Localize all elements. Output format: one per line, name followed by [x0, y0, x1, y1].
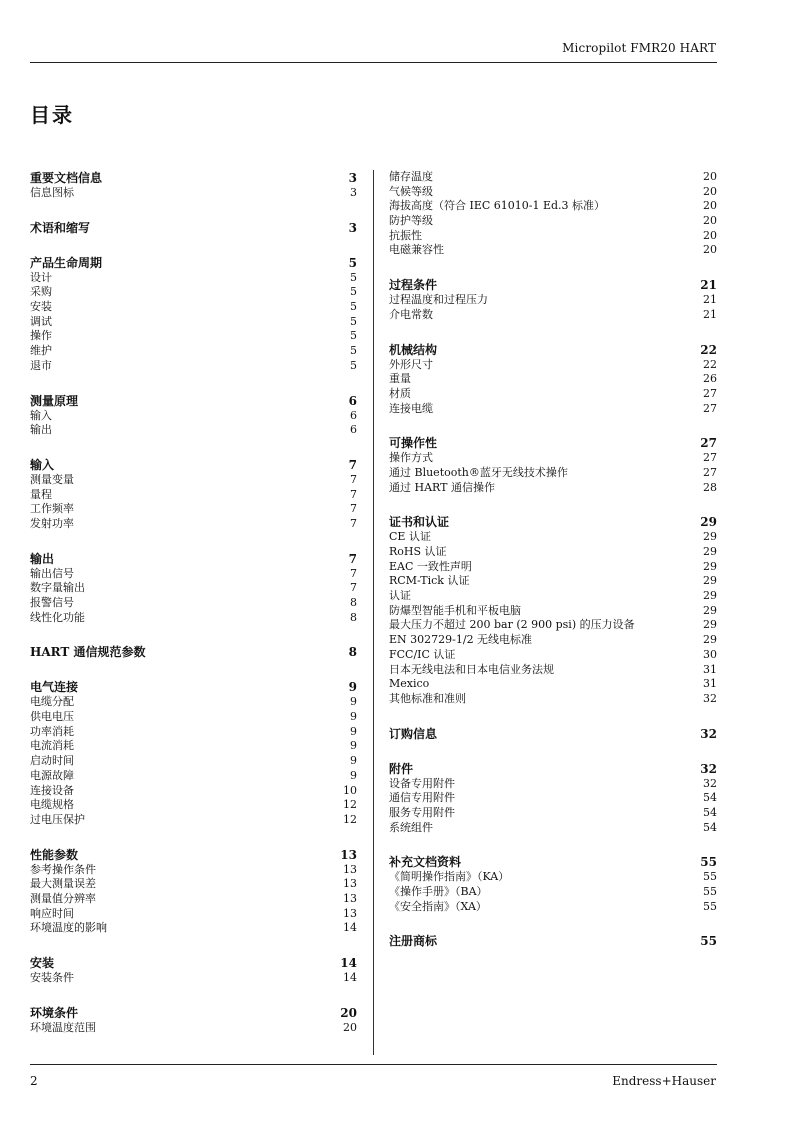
toc-section-entry[interactable]	[389, 726, 717, 742]
toc-entry-page: 29	[703, 589, 717, 603]
toc-entry-title: 通信专用附件	[389, 791, 455, 805]
toc-entry-page: 6	[350, 408, 357, 422]
toc-entry-title: 附件	[389, 761, 414, 776]
toc-entry-title: 测量原理	[30, 393, 79, 408]
toc-entry-page: 29	[703, 603, 717, 617]
toc-section-entry[interactable]	[30, 644, 357, 660]
toc-entry-page: 29	[703, 545, 717, 558]
toc-entry-page: 8	[348, 645, 357, 660]
toc-entry-page: 6	[350, 423, 357, 437]
toc-entry-page: 31	[703, 662, 717, 676]
toc-entry-title: 气候等级	[389, 184, 433, 198]
toc-item-entry[interactable]	[30, 971, 357, 986]
toc-item-entry[interactable]	[389, 358, 717, 373]
toc-entry-title: 连接设备	[30, 783, 74, 797]
toc-section-entry[interactable]	[30, 955, 357, 971]
toc-entry-page: 20	[703, 243, 717, 257]
toc-entry-title: 安装条件	[30, 971, 74, 984]
toc-entry-title: 测量变量	[30, 472, 74, 486]
toc-entry-title: 通过 Bluetooth®蓝牙无线技术操作	[389, 465, 568, 479]
toc-entry-page: 9	[350, 739, 357, 753]
toc-entry-page: 55	[703, 899, 717, 913]
toc-section	[389, 435, 717, 495]
toc-section	[30, 220, 357, 236]
toc-section-entry[interactable]	[30, 847, 357, 863]
toc-entry-page: 32	[703, 776, 717, 790]
toc-left-column	[30, 170, 357, 1054]
toc-item-entry[interactable]	[30, 725, 357, 740]
toc-section-entry[interactable]	[389, 277, 717, 293]
toc-entry-title: 过电压保护	[30, 812, 85, 826]
toc-item-entry[interactable]	[389, 692, 717, 707]
toc-entry-page: 20	[703, 170, 717, 183]
toc-entry-title: 输入	[30, 457, 55, 472]
toc-entry-title: 输出	[30, 423, 52, 437]
toc-entry-page: 27	[700, 436, 717, 451]
toc-entry-page: 14	[343, 921, 357, 935]
toc-entry-page: 9	[350, 710, 357, 724]
toc-entry-page: 5	[350, 358, 357, 372]
toc-item-entry[interactable]	[30, 813, 357, 828]
toc-entry-page: 7	[348, 457, 357, 472]
toc-entry-page: 29	[703, 530, 717, 544]
toc-entry-title: 注册商标	[389, 934, 438, 949]
toc-section	[30, 170, 357, 201]
toc-item-entry[interactable]	[30, 921, 357, 936]
toc-section	[389, 514, 717, 706]
toc-item-entry[interactable]	[30, 315, 357, 330]
toc-item-entry[interactable]	[30, 907, 357, 922]
toc-section	[389, 761, 717, 836]
toc-item-entry[interactable]	[389, 308, 717, 323]
toc-entry-page: 13	[343, 862, 357, 876]
toc-item-entry[interactable]	[389, 604, 717, 619]
toc-entry-title: 数字量输出	[30, 581, 85, 595]
toc-section-entry[interactable]	[30, 679, 357, 695]
toc-item-entry[interactable]	[389, 387, 717, 402]
toc-entry-title: 电流消耗	[30, 739, 74, 753]
toc-item-entry[interactable]	[389, 663, 717, 678]
toc-entry-title: FCC/IC 认证	[389, 647, 456, 661]
toc-entry-title: 最大压力不超过 200 bar (2 900 psi) 的压力设备	[389, 618, 635, 632]
toc-section	[30, 255, 357, 374]
toc-item-entry[interactable]	[30, 739, 357, 754]
toc-item-entry[interactable]	[30, 567, 357, 582]
toc-entry-page: 31	[703, 677, 717, 691]
toc-entry-page: 22	[700, 342, 717, 357]
toc-entry-title: 电磁兼容性	[389, 243, 444, 257]
toc-item-entry[interactable]	[389, 870, 717, 885]
toc-entry-title: 环境温度的影响	[30, 921, 107, 935]
toc-entry-page: 7	[350, 516, 357, 530]
toc-section-entry[interactable]	[389, 854, 717, 870]
toc-entry-title: 环境温度范围	[30, 1020, 96, 1034]
toc-item-entry[interactable]	[389, 199, 717, 214]
toc-entry-title: 术语和缩写	[30, 220, 91, 235]
toc-item-entry[interactable]	[389, 633, 717, 648]
toc-section	[30, 847, 357, 936]
toc-item-entry[interactable]	[30, 611, 357, 626]
toc-item-entry[interactable]	[30, 285, 357, 300]
toc-section-entry[interactable]	[30, 170, 357, 186]
toc-entry-title: RoHS 认证	[389, 545, 447, 558]
toc-entry-page: 26	[703, 372, 717, 386]
toc-entry-title: 过程条件	[389, 278, 438, 293]
toc-item-entry[interactable]	[30, 892, 357, 907]
toc-entry-page: 12	[343, 798, 357, 812]
toc-item-entry[interactable]	[30, 754, 357, 769]
toc-entry-page: 54	[703, 805, 717, 819]
toc-entry-page: 29	[703, 559, 717, 573]
toc-entry-page: 32	[703, 691, 717, 705]
toc-entry-page: 20	[703, 228, 717, 242]
toc-entry-title: 《简明操作指南》（KA）	[389, 870, 510, 884]
toc-section-entry[interactable]	[30, 1005, 357, 1021]
toc-section	[389, 933, 717, 949]
toc-entry-page: 9	[348, 680, 357, 695]
toc-entry-page: 5	[350, 329, 357, 343]
toc-entry-title: 海拔高度（符合 IEC 61010-1 Ed.3 标准）	[389, 199, 606, 213]
toc-entry-title: 测量值分辨率	[30, 891, 96, 905]
toc-entry-title: 防护等级	[389, 214, 433, 228]
toc-entry-title: 退市	[30, 358, 52, 372]
toc-entry-page: 13	[343, 891, 357, 905]
toc-entry-title: Mexico	[389, 677, 430, 691]
toc-entry-title: EN 302729-1/2 无线电标准	[389, 633, 533, 647]
toc-entry-title: 电源故障	[30, 768, 74, 782]
toc-entry-page: 54	[703, 820, 717, 834]
toc-item-entry[interactable]	[30, 488, 357, 503]
toc-entry-page: 9	[350, 754, 357, 768]
toc-item-entry[interactable]	[389, 481, 717, 496]
toc-entry-title: 启动时间	[30, 754, 74, 768]
toc-section-entry[interactable]	[30, 220, 357, 236]
toc-entry-page: 13	[343, 877, 357, 891]
toc-entry-title: 环境条件	[30, 1005, 79, 1020]
toc-section	[389, 726, 717, 742]
toc-entry-page: 5	[350, 270, 357, 284]
toc-entry-title: 调试	[30, 314, 52, 328]
toc-entry-title: 电缆分配	[30, 695, 74, 709]
toc-item-entry[interactable]	[389, 677, 717, 692]
toc-entry-page: 6	[348, 393, 357, 408]
toc-entry-page: 9	[350, 695, 357, 709]
toc-item-entry[interactable]	[389, 170, 717, 185]
toc-section	[30, 1005, 357, 1036]
toc-item-entry[interactable]	[30, 423, 357, 438]
toc-entry-title: 防爆型智能手机和平板电脑	[389, 603, 521, 617]
column-divider	[373, 170, 374, 1055]
toc-item-entry[interactable]	[389, 618, 717, 633]
toc-entry-title: 连接电缆	[389, 401, 433, 415]
toc-entry-title: CE 认证	[389, 530, 431, 544]
toc-entry-title: 订购信息	[389, 726, 438, 741]
toc-item-entry[interactable]	[30, 409, 357, 424]
toc-item-entry[interactable]	[389, 560, 717, 575]
toc-entry-page: 13	[340, 847, 357, 862]
toc-entry-title: 安装	[30, 956, 55, 970]
toc-item-entry[interactable]	[389, 777, 717, 792]
toc-section	[389, 277, 717, 322]
toc-entry-page: 55	[703, 885, 717, 898]
toc-entry-title: 安装	[30, 300, 52, 314]
toc-section	[30, 644, 357, 660]
toc-entry-page: 21	[703, 307, 717, 321]
toc-section-entry[interactable]	[30, 255, 357, 271]
toc-item-entry[interactable]	[30, 473, 357, 488]
toc-item-entry[interactable]	[389, 229, 717, 244]
toc-item-entry[interactable]	[30, 581, 357, 596]
toc-entry-title: 日本无线电法和日本电信业务法规	[389, 662, 554, 676]
toc-item-entry[interactable]	[389, 293, 717, 308]
toc-entry-title: 供电电压	[30, 710, 74, 724]
toc-entry-title: 其他标准和准则	[389, 691, 466, 705]
toc-section	[389, 854, 717, 914]
toc-entry-page: 29	[700, 515, 717, 530]
toc-item-entry[interactable]	[389, 214, 717, 229]
toc-entry-page: 20	[703, 199, 717, 213]
toc-entry-title: 外形尺寸	[389, 357, 433, 371]
header-rule	[30, 62, 717, 63]
toc-item-entry[interactable]	[389, 821, 717, 836]
toc-item-entry[interactable]	[389, 648, 717, 663]
toc-section	[30, 551, 357, 626]
toc-entry-page: 14	[343, 971, 357, 984]
toc-entry-title: 《操作手册》（BA）	[389, 885, 488, 898]
page-heading: 目录	[30, 103, 74, 127]
toc-entry-page: 20	[340, 1005, 357, 1020]
toc-entry-title: 电气连接	[30, 680, 79, 695]
toc-entry-title: 设备专用附件	[389, 776, 455, 790]
toc-item-entry[interactable]	[389, 402, 717, 417]
toc-entry-title: 采购	[30, 285, 52, 299]
toc-item-entry[interactable]	[30, 1021, 357, 1036]
toc-entry-page: 7	[348, 551, 357, 566]
toc-item-entry[interactable]	[389, 372, 717, 387]
toc-entry-title: 功率消耗	[30, 724, 74, 738]
brand-name: Endress+Hauser	[612, 1074, 716, 1088]
toc-entry-page: 21	[703, 293, 717, 307]
toc-entry-title: HART 通信规范参数	[30, 645, 146, 660]
toc-entry-page: 12	[343, 812, 357, 826]
toc-entry-title: 补充文档资料	[389, 855, 462, 870]
toc-item-entry[interactable]	[30, 271, 357, 286]
toc-entry-page: 8	[350, 610, 357, 624]
toc-item-entry[interactable]	[389, 806, 717, 821]
toc-entry-page: 27	[703, 386, 717, 400]
toc-item-entry[interactable]	[30, 596, 357, 611]
toc-entry-page: 55	[700, 934, 717, 949]
toc-entry-title: 《安全指南》（XA）	[389, 899, 487, 913]
toc-section-entry[interactable]	[389, 342, 717, 358]
toc-entry-page: 30	[703, 647, 717, 661]
toc-entry-title: 电缆规格	[30, 798, 74, 812]
toc-item-entry[interactable]	[30, 344, 357, 359]
toc-entry-page: 29	[703, 618, 717, 632]
toc-entry-page: 5	[350, 285, 357, 299]
toc-entry-page: 27	[703, 401, 717, 415]
toc-item-entry[interactable]	[30, 329, 357, 344]
toc-entry-page: 10	[343, 783, 357, 797]
toc-item-entry[interactable]	[389, 900, 717, 915]
toc-section-entry[interactable]	[30, 551, 357, 567]
toc-section-entry[interactable]	[389, 435, 717, 451]
toc-entry-page: 29	[703, 574, 717, 588]
toc-entry-title: 线性化功能	[30, 610, 85, 624]
toc-item-entry[interactable]	[389, 243, 717, 258]
toc-item-entry[interactable]	[389, 885, 717, 900]
toc-section	[30, 679, 357, 827]
toc-entry-title: 信息图标	[30, 186, 74, 199]
toc-entry-title: 介电常数	[389, 307, 433, 321]
toc-entry-title: 产品生命周期	[30, 255, 103, 270]
toc-item-entry[interactable]	[389, 589, 717, 604]
toc-item-entry[interactable]	[30, 863, 357, 878]
toc-entry-page: 55	[700, 855, 717, 870]
toc-item-entry[interactable]	[30, 877, 357, 892]
toc-entry-title: 重要文档信息	[30, 171, 103, 185]
toc-item-entry[interactable]	[30, 186, 357, 201]
toc-entry-page: 5	[350, 344, 357, 358]
toc-entry-title: 响应时间	[30, 906, 74, 920]
toc-entry-page: 13	[343, 906, 357, 920]
toc-entry-page: 3	[348, 171, 357, 185]
toc-section-entry[interactable]	[389, 933, 717, 949]
toc-section	[30, 955, 357, 986]
toc-entry-page: 5	[350, 314, 357, 328]
toc-entry-page: 21	[700, 278, 717, 293]
toc-entry-page: 54	[703, 791, 717, 805]
toc-item-entry[interactable]	[389, 466, 717, 481]
toc-entry-page: 22	[703, 357, 717, 371]
document-title: Micropilot FMR20 HART	[562, 41, 716, 55]
toc-entry-title: 输入	[30, 408, 52, 422]
toc-entry-title: 抗振性	[389, 228, 422, 242]
toc-item-entry[interactable]	[30, 769, 357, 784]
toc-entry-title: 证书和认证	[389, 515, 450, 530]
toc-item-entry[interactable]	[389, 791, 717, 806]
toc-entry-title: 报警信号	[30, 596, 74, 609]
toc-item-entry[interactable]	[30, 784, 357, 799]
toc-section-entry[interactable]	[389, 514, 717, 530]
toc-entry-page: 27	[703, 451, 717, 465]
toc-entry-page: 8	[350, 596, 357, 609]
toc-entry-title: 最大测量误差	[30, 877, 96, 891]
toc-entry-title: 工作频率	[30, 502, 74, 516]
toc-entry-page: 9	[350, 724, 357, 738]
toc-entry-title: 性能参数	[30, 847, 79, 862]
toc-item-entry[interactable]	[389, 451, 717, 466]
toc-section	[389, 170, 717, 258]
toc-entry-page: 7	[350, 566, 357, 580]
toc-section	[30, 393, 357, 438]
toc-entry-title: 系统组件	[389, 820, 433, 834]
page-number: 2	[30, 1074, 38, 1088]
toc-item-entry[interactable]	[30, 300, 357, 315]
toc-entry-title: 维护	[30, 344, 52, 358]
toc-section	[389, 342, 717, 417]
toc-entry-page: 9	[350, 768, 357, 782]
toc-entry-page: 20	[703, 214, 717, 228]
toc-entry-page: 20	[703, 184, 717, 198]
toc-entry-title: 机械结构	[389, 342, 438, 357]
toc-entry-title: 储存温度	[389, 170, 433, 183]
toc-entry-page: 27	[703, 465, 717, 479]
toc-section-entry[interactable]	[30, 393, 357, 409]
toc-entry-title: EAC 一致性声明	[389, 559, 472, 573]
toc-entry-page: 29	[703, 633, 717, 647]
toc-entry-page: 7	[350, 487, 357, 501]
toc-entry-title: 过程温度和过程压力	[389, 293, 488, 307]
toc-entry-title: 可操作性	[389, 436, 438, 451]
toc-entry-page: 5	[350, 300, 357, 314]
toc-item-entry[interactable]	[389, 530, 717, 545]
toc-entry-page: 32	[700, 761, 717, 776]
toc-entry-page: 7	[350, 472, 357, 486]
toc-item-entry[interactable]	[389, 545, 717, 560]
toc-entry-title: 重量	[389, 372, 411, 386]
toc-item-entry[interactable]	[30, 502, 357, 517]
toc-item-entry[interactable]	[30, 710, 357, 725]
toc-entry-title: 发射功率	[30, 516, 74, 530]
toc-entry-title: 服务专用附件	[389, 805, 455, 819]
toc-entry-page: 20	[343, 1020, 357, 1034]
toc-entry-title: 设计	[30, 270, 52, 284]
toc-entry-page: 28	[703, 480, 717, 494]
toc-item-entry[interactable]	[30, 359, 357, 374]
toc-section-entry[interactable]	[389, 761, 717, 777]
toc-entry-title: 参考操作条件	[30, 862, 96, 876]
toc-entry-page: 32	[700, 726, 717, 741]
toc-entry-page: 7	[350, 581, 357, 595]
toc-item-entry[interactable]	[30, 798, 357, 813]
footer-rule	[30, 1064, 717, 1065]
toc-entry-page: 55	[703, 870, 717, 884]
toc-right-column	[389, 170, 717, 968]
toc-item-entry[interactable]	[389, 185, 717, 200]
toc-item-entry[interactable]	[30, 695, 357, 710]
toc-entry-title: 材质	[389, 386, 411, 400]
toc-item-entry[interactable]	[389, 574, 717, 589]
toc-entry-title: RCM-Tick 认证	[389, 574, 470, 588]
toc-entry-title: 量程	[30, 487, 52, 501]
toc-section-entry[interactable]	[30, 457, 357, 473]
toc-entry-title: 操作方式	[389, 451, 433, 465]
toc-entry-page: 7	[350, 502, 357, 516]
toc-entry-page: 14	[340, 956, 357, 970]
toc-entry-title: 输出信号	[30, 566, 74, 580]
toc-item-entry[interactable]	[30, 517, 357, 532]
toc-entry-page: 5	[348, 255, 357, 270]
toc-section	[30, 457, 357, 532]
toc-entry-title: 操作	[30, 329, 52, 343]
toc-entry-page: 3	[348, 220, 357, 235]
toc-entry-title: 输出	[30, 551, 55, 566]
toc-entry-page: 3	[350, 186, 357, 199]
toc-entry-title: 认证	[389, 589, 411, 603]
toc-entry-title: 通过 HART 通信操作	[389, 480, 495, 494]
